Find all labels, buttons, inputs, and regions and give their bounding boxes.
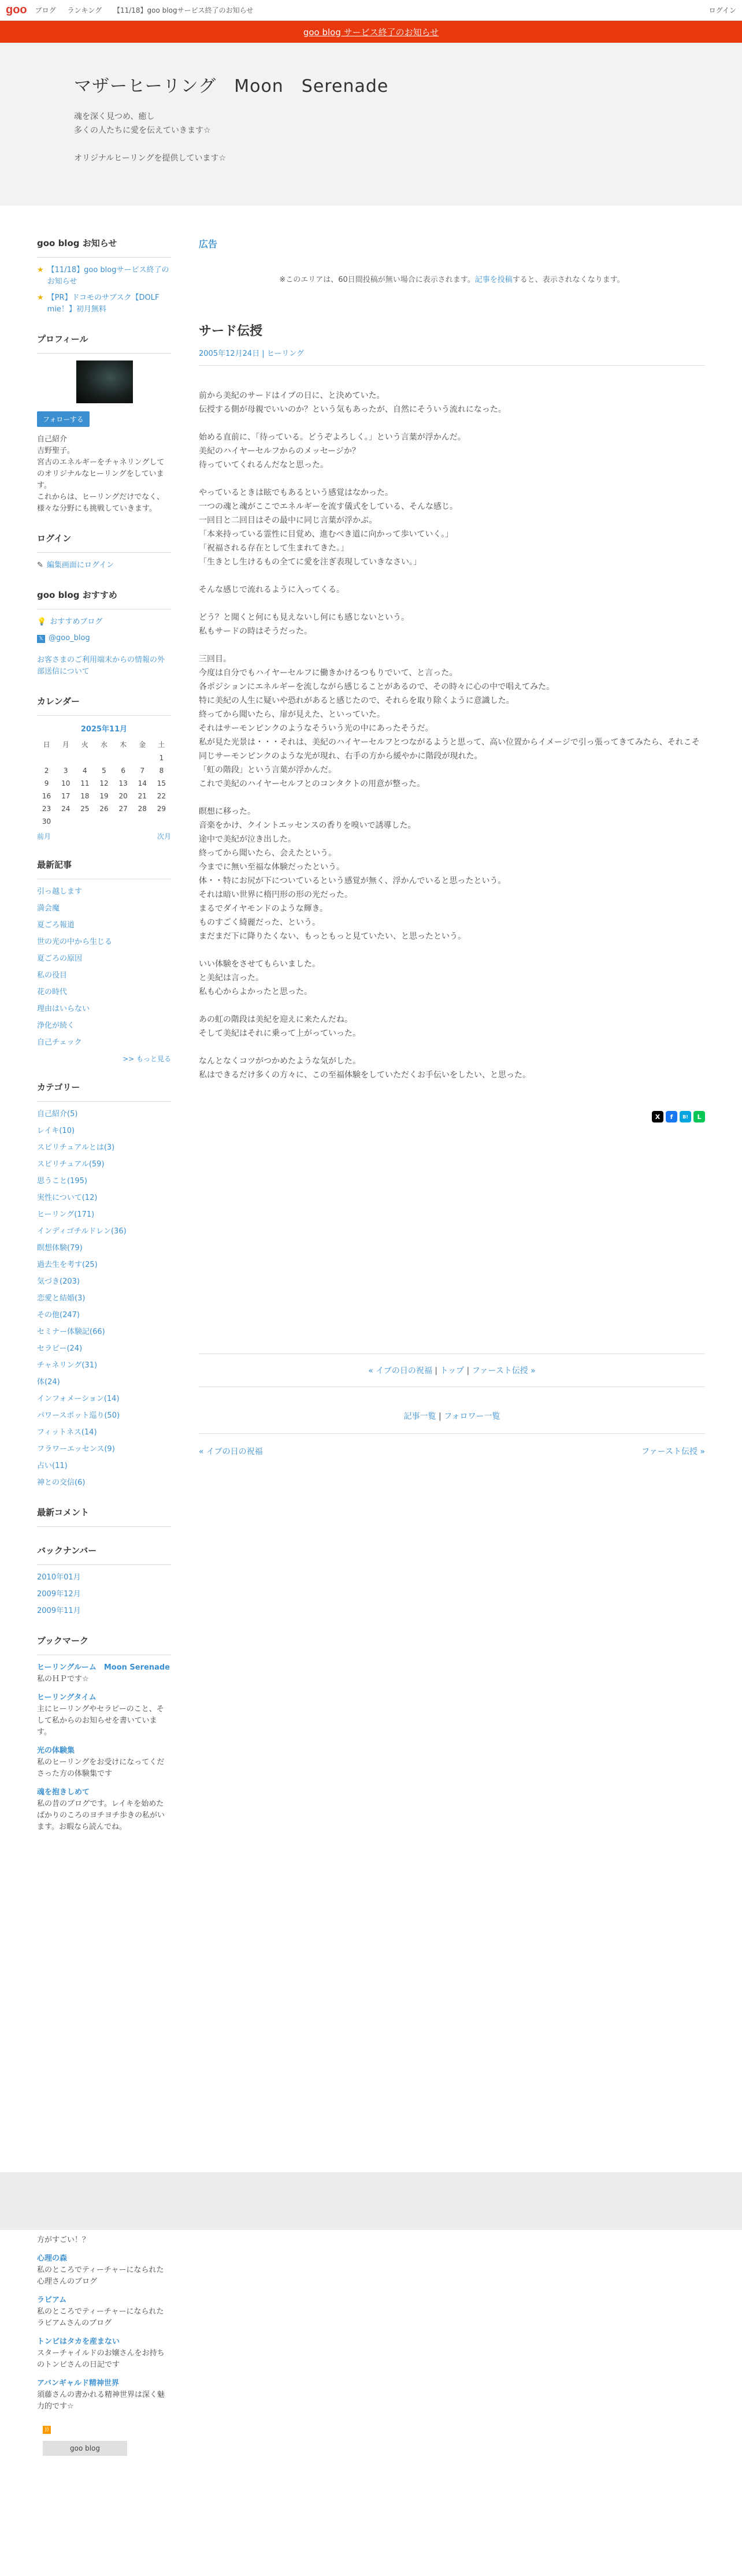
day-header: 月 [62,741,69,749]
calendar-day: 2 [44,767,49,775]
calendar-day [133,815,152,828]
rec-link[interactable]: おすすめブログ [50,618,103,626]
widget-title: ブックマーク [37,1634,171,1655]
calendar-day: 1 [159,754,164,762]
follower-list-link[interactable]: フォロワー一覧 [444,1412,500,1421]
ad-note-text: ※このエリアは、60日間投稿が無い場合に表示されます。 [279,276,475,284]
calendar-day: 26 [99,805,109,813]
widget-title: ログイン [37,532,171,553]
profile-text: 自己紹介 吉野聖子。 宮古のエネルギーをチャネリングしてのオリジナルなヒーリングをしています。 これからは、ヒーリングだけでなく、様々な分野にも挑戦していきます。 [37,435,165,513]
widget-title: カレンダー [37,695,171,716]
recent-item-link[interactable]: 満会魔 [37,904,60,913]
x-icon: 𝕏 [37,635,45,643]
bookmark-title[interactable]: 心理の森 [37,2254,68,2263]
sidebar [37,237,171,1850]
calendar-day: 29 [157,805,166,813]
calendar-day: 5 [102,767,106,775]
bookmark-desc: 私のＨＰです☆ [37,1675,89,1683]
category-item-link[interactable]: 占い(11) [37,1462,68,1470]
goo-logo[interactable]: goo [6,3,27,16]
recent-widget [37,858,171,1064]
category-item-link[interactable]: スピリチュアル(59) [37,1160,105,1169]
entry-body [199,389,705,1082]
rec-link[interactable]: お客さまのご利用端末からの情報の外部送信について [37,656,165,676]
bookmark-list-continued [37,2235,171,2413]
calendar-day: 24 [61,805,71,813]
calendar-next[interactable]: 次月 [157,832,171,841]
backnumber-item-link[interactable]: 2009年12月 [37,1590,81,1599]
calendar-day [37,752,56,764]
bookmark-title[interactable]: トンビはタカを産まない [37,2337,120,2346]
entry-paragraph: 三回目。 今度は自分でもハイヤーセルフに働きかけるつもりでいて、と言った。 各ポジションにエネルギーを流しながら感じることがあるので、その時々に心の中で唱えてみた。 特に美紀の人生に疑いや恐れがあると感じたので、それらを取り除くように意識した。 終ってから聞いたら、扉が見えた、といっていた。 それはサーモンピンクのようなそういう光の中にあったそうだ。 私が見た光景は・・・それは、美紀のハイヤーセルフとつながるようと思って、高い位置からイメージで引っ張ってきてみたら、それこそ同じサーモンピンクのような光が現れ、右手の方から緩やかに階段が現れた。 「虹の階段」という言葉が浮かんだ。 これで美紀のハイヤーセルフとのコンタクトの用意が整った。 [199,655,700,789]
category-item-link[interactable]: 気づき(203) [37,1277,80,1286]
sidebar-continued [37,2230,171,2456]
calendar-day: 7 [140,767,145,775]
category-item[interactable] [37,1343,171,1355]
category-widget [37,1081,171,1489]
desc-line: 多くの人たちに愛を伝えていきます☆ [74,126,211,135]
recent-item[interactable] [37,1020,171,1032]
calendar-day: 11 [80,779,90,787]
category-item-link[interactable]: ヒーリング(171) [37,1210,95,1219]
calendar-day: 28 [138,805,147,813]
category-item-link[interactable]: 実性について(12) [37,1194,98,1202]
facebook-share-icon[interactable]: f [666,1111,677,1122]
widget-title: カテゴリー [37,1081,171,1102]
category-item[interactable] [37,1293,171,1304]
category-item-link[interactable]: 過去生を考す(25) [37,1261,98,1269]
recent-item-link[interactable]: 世の光の中から生じる [37,938,113,946]
edit-login-item[interactable] [37,560,171,571]
calendar-row [37,777,171,790]
more-link[interactable]: >> もっと見る [123,1055,171,1063]
blog-description [74,110,742,165]
desc-line: オリジナルヒーリングを提供しています☆ [74,154,227,163]
bookmark-title[interactable]: 魂を抱きしめて [37,1788,90,1797]
calendar-day: 4 [83,767,87,775]
recent-item[interactable] [37,886,171,898]
category-item-link[interactable]: 思うこと(195) [37,1177,87,1185]
category-item[interactable] [37,1276,171,1288]
widget-title: goo blog お知らせ [37,237,171,258]
rss-icon[interactable]: )) [43,2424,171,2434]
category-item[interactable] [37,1360,171,1371]
bookmark-desc: 私のヒーリングをお受けになってくださった方の体験集です [37,1758,165,1778]
category-item[interactable] [37,1460,171,1472]
recommend-widget [37,589,171,678]
widget-title: goo blog おすすめ [37,589,171,609]
calendar-day [56,752,75,764]
category-item-link[interactable]: フィットネス(14) [37,1428,97,1437]
backnumber-item[interactable] [37,1572,171,1583]
category-item[interactable] [37,1209,171,1221]
follow-button[interactable]: フォローする [37,411,90,427]
top-link[interactable]: トップ [440,1366,465,1376]
goo-blog-badge[interactable]: goo blog [43,2441,127,2456]
post-article-link[interactable]: 記事を投稿 [474,276,513,284]
next-entry-link[interactable]: ファースト伝授 » [641,1447,705,1456]
calendar-day: 6 [121,767,125,775]
list-pager: 記事一覧 | フォロワー一覧 [199,1387,705,1434]
category-item-link[interactable]: 体(24) [37,1378,60,1386]
calendar-day: 13 [118,779,128,787]
bookmark-desc: 私のところでティーチャーになられたラビアムさんのブログ [37,2307,164,2328]
backnumber-item[interactable] [37,1589,171,1600]
recent-item[interactable] [37,936,171,948]
calendar-day: 10 [61,779,71,787]
recent-item-link[interactable]: 自己チェック [37,1038,82,1047]
footer-band [0,2172,742,2230]
calendar-day [75,815,94,828]
ad-note [199,273,705,284]
category-item[interactable] [37,1243,171,1254]
category-item-link[interactable]: セラピー(24) [37,1344,83,1353]
recent-list [37,886,171,1049]
desc-line: 魂を深く見つめ、癒し [74,112,155,121]
calendar-day: 3 [63,767,68,775]
entry-paragraph: そんな感じで流れるように入ってくる。 [199,585,344,594]
entry-paragraph: いい体験をさせてもらいました。 と美紀は言った。 私も心からよかったと思った。 [199,960,320,997]
entry-date[interactable]: 2005年12月24日 [199,350,260,358]
prev-entry-link[interactable]: « イブの日の祝福 [199,1447,263,1456]
bookmark-list [37,1662,171,1833]
top-bar [0,0,742,21]
category-item-link[interactable]: レイキ(10) [37,1127,75,1135]
backnumber-item[interactable] [37,1605,171,1617]
category-item[interactable] [37,1427,171,1438]
recent-item-link[interactable]: 私の役目 [37,971,68,980]
category-item[interactable] [37,1477,171,1489]
category-item[interactable] [37,1377,171,1388]
calendar-day: 8 [159,767,164,775]
category-item-link[interactable]: その他(247) [37,1311,80,1319]
notice-link[interactable]: 【11/18】goo blogサービス終了のお知らせ [47,266,169,286]
entry-title[interactable]: サード伝授 [199,324,263,339]
calendar-body [37,752,171,828]
bookmark-desc: 私の昔のブログです。レイキを始めたばかりのころのヨチヨチ歩きの私がいます。お暇なら読んでね。 [37,1800,165,1831]
day-header: 土 [158,741,165,749]
bulb-icon: 💡 [37,618,47,626]
recent-item[interactable] [37,970,171,982]
day-header: 金 [139,741,146,749]
category-item[interactable] [37,1109,171,1120]
category-item[interactable] [37,1393,171,1405]
bookmark-desc: 須藤さんの書かれる精神世界は深く魅力的です☆ [37,2391,165,2411]
bookmark-title[interactable]: アバンギャルド精神世界 [37,2379,119,2388]
calendar-day: 12 [99,779,109,787]
share-buttons [199,1111,705,1122]
category-item[interactable] [37,1444,171,1455]
bottom-pager [199,1445,705,1457]
rec-item[interactable] [37,633,171,644]
category-item[interactable] [37,1159,171,1170]
calendar-day [94,752,113,764]
day-header: 日 [43,741,50,749]
calendar-day: 15 [157,779,166,787]
login-widget [37,532,171,571]
recent-item[interactable] [37,1037,171,1049]
entry-paragraph: どう？と聞くと何にも見えないし何にも感じないという。 私もサードの時はそうだった。 [199,613,409,636]
category-item-link[interactable]: セミナー体験記(66) [37,1328,105,1336]
recent-item[interactable] [37,1003,171,1015]
calendar-row [37,764,171,777]
x-share-icon[interactable]: X [652,1111,663,1122]
category-item-link[interactable]: フラワーエッセンス(9) [37,1445,115,1454]
category-item-link[interactable]: 自己紹介(5) [37,1110,78,1118]
notice-item[interactable] [37,292,171,315]
calendar-day: 23 [42,805,51,813]
category-item[interactable] [37,1176,171,1187]
category-item-link[interactable]: インディゴチルドレン(36) [37,1227,127,1236]
profile-widget [37,333,171,515]
category-item-link[interactable]: 恋愛と結婚(3) [37,1294,86,1303]
category-item[interactable] [37,1310,171,1321]
comments-widget [37,1506,171,1527]
bookmark-title[interactable]: ラビアム [37,2296,67,2304]
ad-title: 広告 [199,239,218,250]
rec-link[interactable]: @goo_blog [49,634,90,642]
entry-paragraph: あの虹の階段は美紀を迎えに来たんだね。 そして美紀はそれに乗って上がっていった。 [199,1015,361,1038]
bookmark-widget [37,1634,171,1833]
star-icon: ★ [37,266,44,274]
calendar-row [37,802,171,815]
calendar-day [94,815,113,828]
entry-paragraph: 瞑想に移った。 音楽をかけ、クイントエッセンスの香りを嗅いで誘導した。 途中で美紀が泣き出した。 終ってから聞いたら、会えたという。 今までに無い至福な体験だったという。 体・・特にお尻が下についているという感覚が無く、浮かんでいると思ったという。 それは暗い世界に楕円形の形の光だった。 まるでダイヤモンドのような輝き。 ものすごく綺麗だった、という。 まだまだ下に降りたくない、もっともっと見ていたい、と思ったという。 [199,807,506,941]
recent-item-link[interactable]: 浄化が続く [37,1021,75,1030]
nav-notice[interactable]: 【11/18】goo blogサービス終了のお知らせ [113,6,254,14]
category-item[interactable] [37,1326,171,1338]
recent-item-link[interactable]: 花の時代 [37,988,68,997]
entry-paragraph: 始める直前に、「待っている。どうぞよろしく。」という言葉が浮かんだ。 美紀のハイヤーセルフからのメッセージか？ 待っていてくれるんだなと思った。 [199,433,466,470]
rec-item[interactable] [37,655,171,678]
service-notice-banner[interactable]: goo blog サービス終了のお知らせ [0,21,742,43]
backnumber-item-link[interactable]: 2009年11月 [37,1607,81,1615]
category-item[interactable] [37,1125,171,1137]
avatar [76,360,133,403]
entry-meta: 2005年12月24日 | ヒーリング [199,347,705,366]
category-item-link[interactable]: チャネリング(31) [37,1361,98,1370]
widget-title: プロフィール [37,333,171,354]
star-icon: ★ [37,293,44,302]
entry-category[interactable]: ヒーリング [266,350,305,358]
day-header: 水 [100,741,107,749]
edit-login-link[interactable]: 編集画面にログイン [46,561,114,570]
blog-header [0,43,742,206]
entry-paragraph: 前から美紀のサードはイブの日に、と決めていた。 伝授する側が母親でいいのか？という気もあったが、自然にそういう流れになった。 [199,391,506,414]
category-list [37,1109,171,1489]
category-item-link[interactable]: スピリチュアルとは(3) [37,1143,115,1152]
notice-item[interactable] [37,265,171,288]
calendar-day: 14 [138,779,147,787]
calendar-day: 20 [118,792,128,800]
nav-ranking[interactable]: ランキング [67,6,102,14]
calendar-day: 19 [99,792,109,800]
calendar-day [114,752,133,764]
backnumber-widget [37,1544,171,1617]
category-item-link[interactable]: 神との交信(6) [37,1478,86,1487]
recent-item-link[interactable]: 夏ごろ報道 [37,921,75,930]
calendar-month: 2025年11月 [80,725,128,734]
widget-title: 最新コメント [37,1506,171,1527]
article-list-link[interactable]: 記事一覧 [403,1412,436,1421]
widget-title: バックナンバー [37,1544,171,1565]
recent-item[interactable] [37,903,171,915]
calendar-day: 30 [42,817,51,826]
recent-item-link[interactable]: 引っ越します [37,887,83,896]
rec-item[interactable] [37,616,171,628]
calendar-day: 27 [118,805,128,813]
category-item[interactable] [37,1226,171,1237]
top-nav [35,5,263,15]
calendar-table [37,737,171,828]
calendar-header-row [37,737,171,752]
recent-item-link[interactable]: 夏ごろの原因 [37,954,83,963]
calendar-day: 22 [157,792,166,800]
prev-entry-link[interactable]: « イブの日の祝福 [368,1366,432,1376]
calendar-day: 9 [44,779,49,787]
next-entry-link[interactable]: ファースト伝授 » [472,1366,536,1376]
bookmark-desc: スターチャイルドのお嬢さんをお持ちのトンビさんの日記です [37,2349,165,2369]
backnumber-list [37,1572,171,1617]
bookmark-desc: 方がすごい！？ [37,2236,90,2244]
line-share-icon[interactable]: L [693,1111,705,1122]
bookmark-title[interactable]: ヒーリングルーム Moon Serenade [37,1663,170,1672]
recent-item[interactable] [37,987,171,998]
category-item[interactable] [37,1192,171,1204]
calendar-day: 17 [61,792,71,800]
category-item-link[interactable]: 瞑想体験(79) [37,1244,83,1252]
hatena-share-icon[interactable]: B! [680,1111,691,1122]
bookmark-title[interactable]: ヒーリングタイム [37,1693,97,1702]
calendar-day: 21 [138,792,147,800]
calendar-day [75,752,94,764]
recent-item[interactable] [37,920,171,931]
notices-widget [37,237,171,315]
calendar-day: 18 [80,792,90,800]
bookmark-title[interactable]: 光の体験集 [37,1746,75,1755]
calendar-nav [37,831,171,841]
day-header: 木 [120,741,127,749]
bookmark-desc: 主にヒーリングやセラピーのこと、そして私からのお知らせを書いています。 [37,1705,164,1737]
bookmark-desc: 私のところでティーチャーになられた心理さんのブログ [37,2266,164,2286]
category-item[interactable] [37,1259,171,1271]
recent-item-link[interactable]: 理由はいらない [37,1005,90,1013]
calendar-row [37,790,171,802]
calendar-day: 16 [42,792,51,800]
widget-title: 最新記事 [37,858,171,879]
ad-note-text: すると、表示されなくなります。 [512,276,625,284]
blog-title[interactable]: マザーヒーリング Moon Serenade [74,76,389,96]
notice-link[interactable]: 【PR】ドコモのサブスク【DOLF mie！】初月無料 [47,293,159,314]
login-link[interactable]: ログイン [708,6,736,14]
category-item[interactable] [37,1142,171,1154]
calendar-row [37,752,171,764]
pencil-icon: ✎ [37,561,43,570]
calendar-day [56,815,75,828]
calendar-day [133,752,152,764]
entry-paragraph: やっているときは眩でもあるという感覚はなかった。 一つの魂と魂がここでエネルギーを流す儀式をしている、そんな感じ。 一回目と二回目はその最中に同じ言葉が浮かぶ。 「本来持っている霊性に目覚め、進むべき道に向かって歩いていく。」 「祝福される存在として生まれてきた。」 「生きとし生けるもの全てに愛を注ぎ表現していきなさい。」 [199,488,458,567]
calendar-day [152,815,171,828]
recent-item[interactable] [37,953,171,965]
day-header: 火 [81,741,88,749]
entry-pager: « イブの日の祝福 | トップ | ファースト伝授 » [199,1354,705,1387]
category-item-link[interactable]: パワースポット巡り(50) [37,1411,120,1420]
calendar-day [114,815,133,828]
entry-paragraph: なんとなくコツがつかめたような気がした。 私はできるだけ多くの方々に、この至福体験をしていただくお手伝いをしたい、と思った。 [199,1057,530,1080]
calendar-day: 25 [80,805,90,813]
calendar-row [37,815,171,828]
backnumber-item-link[interactable]: 2010年01月 [37,1573,81,1582]
category-item-link[interactable]: インフォメーション(14) [37,1395,120,1403]
calendar-prev[interactable]: 前月 [37,832,51,841]
category-item[interactable] [37,1410,171,1422]
calendar-widget [37,695,171,841]
nav-blog[interactable]: ブログ [35,6,56,14]
main-content [199,237,705,1457]
